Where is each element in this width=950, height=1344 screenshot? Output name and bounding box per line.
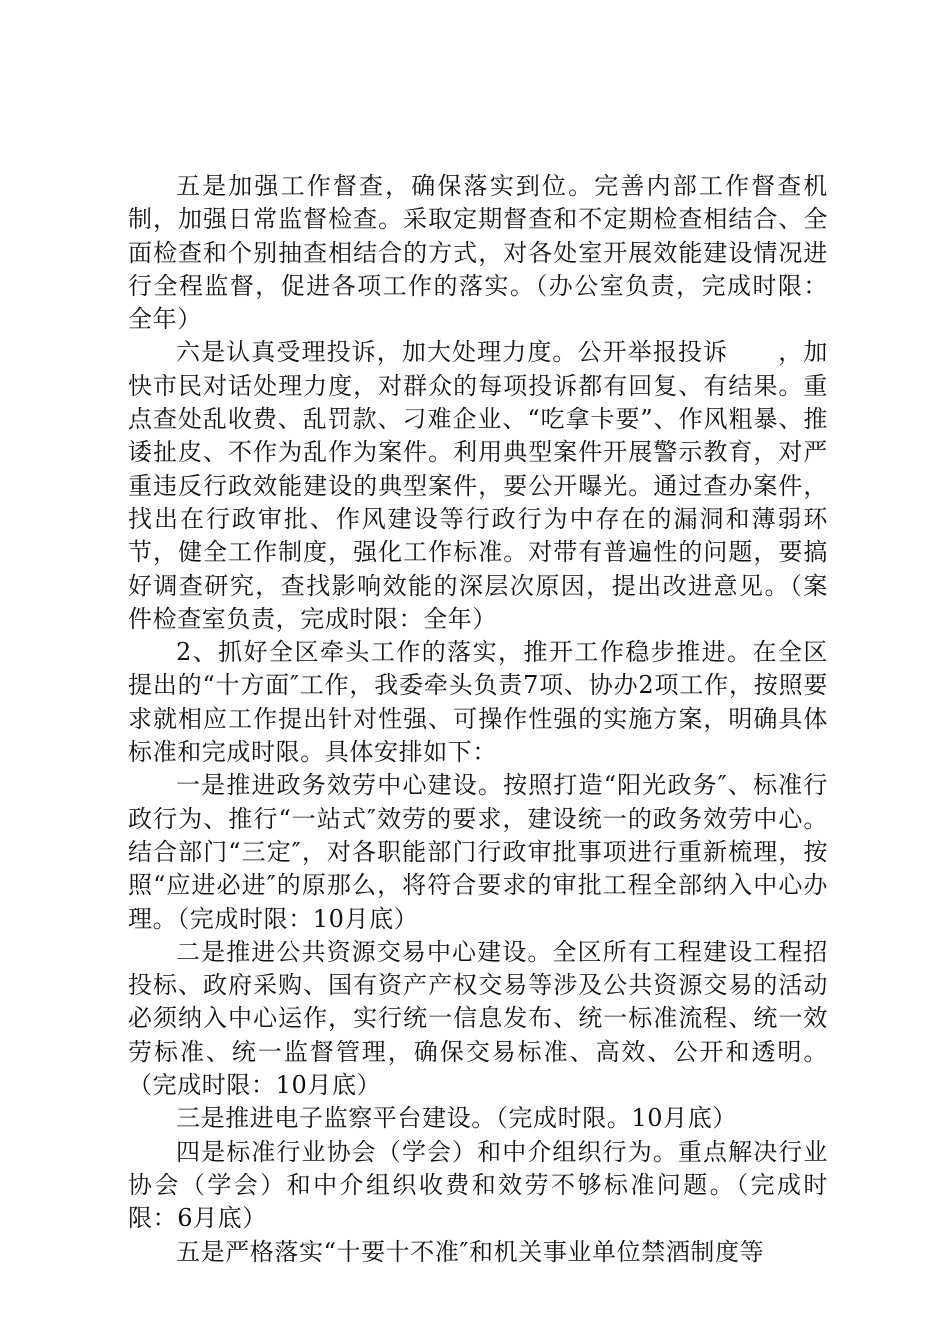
document-body — [128, 170, 828, 1269]
paragraph-service-center: 一是推进政务效劳中心建设。按照打造“阳光政务″、标准行政行为、推行“一站式″效劳的要求，建设统一的政务效劳中心。结合部门“三定″，对各职能部门行政审批事项进行重新梳理，按照“应进必进″的原那么，将符合要求的审批工程全部纳入中心办理。（完成时限：10月底） — [128, 771, 828, 933]
paragraph-lead-work: 2、抓好全区牵头工作的落实，推开工作稳步推进。在全区提出的“十方面″工作，我委牵头负责7项、协办2项工作，按照要求就相应工作提出针对性强、可操作性强的实施方案，明确具体标准和完成时限。具体安排如下： — [128, 638, 828, 767]
paragraph-complaints: 六是认真受理投诉，加大处理力度。公开举报投诉 ，加快市民对话处理力度，对群众的每项投诉都有回复、有结果。重点查处乱收费、乱罚款、刁难企业、“吃拿卡要”、作风粗暴、推诿扯皮、不作为乱作为案件。利用典型案件开展警示教育，对严重违反行政效能建设的典型案件，要公开曝光。通过查办案件，找出在行政审批、作风建设等行政行为中存在的漏洞和薄弱环节，健全工作制度，强化工作标准。对带有普遍性的问题，要搞好调查研究，查找影响效能的深层次原因，提出改进意见。（案件检查室负责，完成时限：全年） — [128, 338, 828, 633]
paragraph-resource-exchange: 二是推进公共资源交易中心建设。全区所有工程建设工程招投标、政府采购、国有资产产权交易等涉及公共资源交易的活动必须纳入中心运作，实行统一信息发布、统一标准流程、统一效劳标准、统一监督管理，确保交易标准、高效、公开和透明。（完成时限：10月底） — [128, 937, 828, 1100]
paragraph-e-supervision: 三是推进电子监察平台建设。（完成时限。10月底） — [176, 1104, 737, 1133]
paragraph-ten-rules: 五是严格落实“十要十不准″和机关事业单位禁酒制度等 — [176, 1237, 765, 1266]
paragraph-supervision: 五是加强工作督查，确保落实到位。完善内部工作督查机制，加强日常监督检查。采取定期督查和不定期检查相结合、全面检查和个别抽查相结合的方式，对各处室开展效能建设情况进行全程监督，促进各项工作的落实。（办公室负责，完成时限：全年） — [128, 172, 828, 334]
paragraph-industry-associations: 四是标准行业协会（学会）和中介组织行为。重点解决行业协会（学会）和中介组织收费和效劳不够标准问题。（完成时限：6月底） — [128, 1137, 828, 1233]
